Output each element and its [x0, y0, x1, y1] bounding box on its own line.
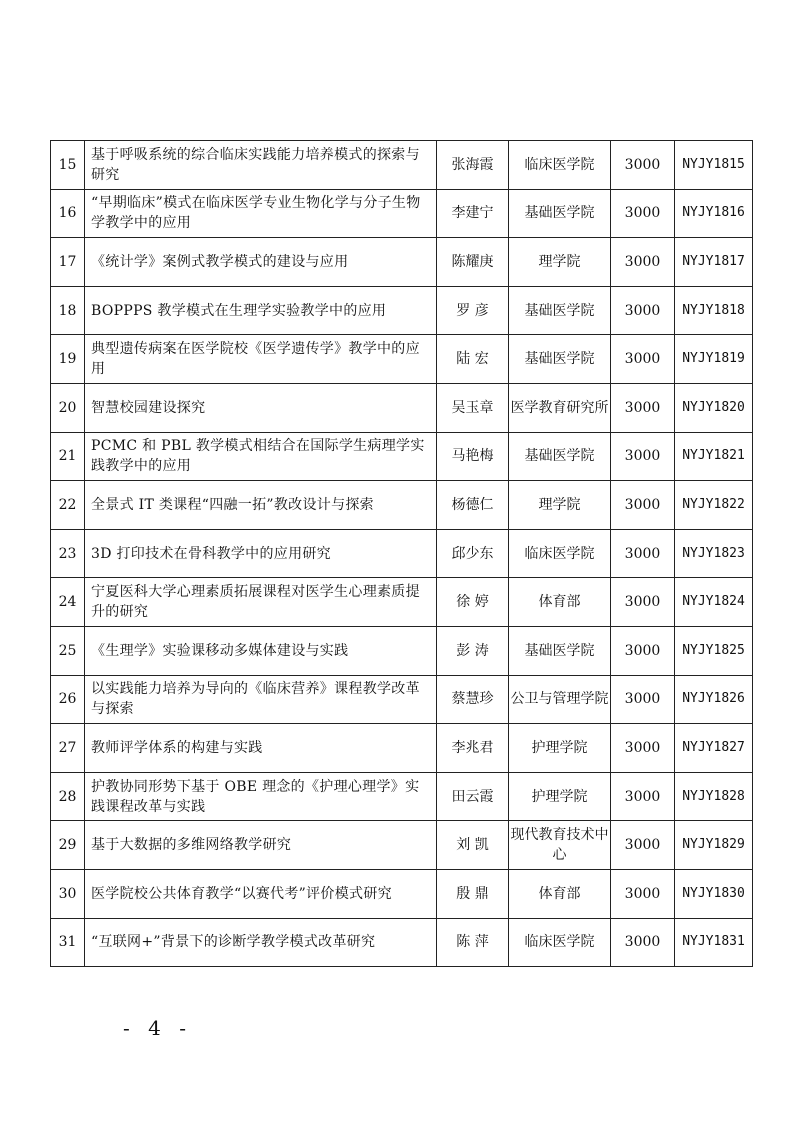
- project-code: NYJY1826: [675, 675, 753, 724]
- project-code: NYJY1819: [675, 335, 753, 384]
- department: 公卫与管理学院: [509, 675, 611, 724]
- project-code: NYJY1821: [675, 432, 753, 481]
- project-title: PCMC 和 PBL 教学模式相结合在国际学生病理学实践教学中的应用: [85, 432, 437, 481]
- project-leader: 马艳梅: [437, 432, 509, 481]
- project-title: 3D 打印技术在骨科教学中的应用研究: [85, 529, 437, 578]
- project-leader: 罗 彦: [437, 286, 509, 335]
- table-row: [51, 724, 753, 773]
- project-leader: 杨德仁: [437, 481, 509, 530]
- row-number: 19: [51, 335, 85, 384]
- project-table: [50, 140, 753, 967]
- row-number: 29: [51, 821, 85, 870]
- project-title: 基于大数据的多维网络教学研究: [85, 821, 437, 870]
- department: 医学教育研究所: [509, 383, 611, 432]
- row-number: 25: [51, 626, 85, 675]
- table-row: [51, 821, 753, 870]
- row-number: 24: [51, 578, 85, 627]
- row-number: 18: [51, 286, 85, 335]
- funding-amount: 3000: [611, 918, 675, 967]
- department: 护理学院: [509, 724, 611, 773]
- table-row: [51, 383, 753, 432]
- project-code: NYJY1824: [675, 578, 753, 627]
- row-number: 26: [51, 675, 85, 724]
- row-number: 21: [51, 432, 85, 481]
- project-code: NYJY1823: [675, 529, 753, 578]
- project-code: NYJY1828: [675, 772, 753, 821]
- department: 体育部: [509, 869, 611, 918]
- project-leader: 张海霞: [437, 141, 509, 190]
- department: 临床医学院: [509, 918, 611, 967]
- funding-amount: 3000: [611, 626, 675, 675]
- project-title: 典型遗传病案在医学院校《医学遗传学》教学中的应用: [85, 335, 437, 384]
- project-leader: 邱少东: [437, 529, 509, 578]
- department: 临床医学院: [509, 529, 611, 578]
- funding-amount: 3000: [611, 238, 675, 287]
- project-leader: 李兆君: [437, 724, 509, 773]
- row-number: 20: [51, 383, 85, 432]
- department: 护理学院: [509, 772, 611, 821]
- table-row: [51, 869, 753, 918]
- page-number: - 4 -: [123, 1016, 192, 1040]
- funding-amount: 3000: [611, 724, 675, 773]
- project-title: “互联网+”背景下的诊断学教学模式改革研究: [85, 918, 437, 967]
- funding-amount: 3000: [611, 869, 675, 918]
- project-leader: 徐 婷: [437, 578, 509, 627]
- department: 基础医学院: [509, 626, 611, 675]
- table-row: [51, 286, 753, 335]
- row-number: 28: [51, 772, 85, 821]
- table-row: [51, 432, 753, 481]
- funding-amount: 3000: [611, 432, 675, 481]
- funding-amount: 3000: [611, 821, 675, 870]
- department: 理学院: [509, 481, 611, 530]
- table-row: [51, 578, 753, 627]
- project-title: 《生理学》实验课移动多媒体建设与实践: [85, 626, 437, 675]
- table-row: [51, 772, 753, 821]
- funding-amount: 3000: [611, 189, 675, 238]
- project-code: NYJY1827: [675, 724, 753, 773]
- project-leader: 蔡慧珍: [437, 675, 509, 724]
- funding-amount: 3000: [611, 335, 675, 384]
- project-code: NYJY1830: [675, 869, 753, 918]
- project-title: 《统计学》案例式教学模式的建设与应用: [85, 238, 437, 287]
- project-table-body: [51, 141, 753, 967]
- project-leader: 刘 凯: [437, 821, 509, 870]
- funding-amount: 3000: [611, 481, 675, 530]
- table-row: [51, 335, 753, 384]
- funding-amount: 3000: [611, 675, 675, 724]
- table-row: [51, 626, 753, 675]
- funding-amount: 3000: [611, 383, 675, 432]
- department: 现代教育技术中心: [509, 821, 611, 870]
- funding-amount: 3000: [611, 578, 675, 627]
- project-title: 智慧校园建设探究: [85, 383, 437, 432]
- project-title: 教师评学体系的构建与实践: [85, 724, 437, 773]
- row-number: 16: [51, 189, 85, 238]
- project-code: NYJY1818: [675, 286, 753, 335]
- funding-amount: 3000: [611, 772, 675, 821]
- department: 体育部: [509, 578, 611, 627]
- table-row: [51, 529, 753, 578]
- project-leader: 田云霞: [437, 772, 509, 821]
- table-row: [51, 238, 753, 287]
- department: 基础医学院: [509, 335, 611, 384]
- project-code: NYJY1815: [675, 141, 753, 190]
- row-number: 27: [51, 724, 85, 773]
- project-title: 以实践能力培养为导向的《临床营养》课程教学改革与探索: [85, 675, 437, 724]
- table-row: [51, 918, 753, 967]
- table-row: [51, 141, 753, 190]
- department: 基础医学院: [509, 189, 611, 238]
- project-leader: 殷 鼎: [437, 869, 509, 918]
- project-code: NYJY1822: [675, 481, 753, 530]
- row-number: 22: [51, 481, 85, 530]
- project-title: “早期临床”模式在临床医学专业生物化学与分子生物学教学中的应用: [85, 189, 437, 238]
- department: 基础医学院: [509, 286, 611, 335]
- project-title: 全景式 IT 类课程“四融一拓”教改设计与探索: [85, 481, 437, 530]
- project-title: BOPPPS 教学模式在生理学实验教学中的应用: [85, 286, 437, 335]
- project-leader: 陈耀庚: [437, 238, 509, 287]
- project-leader: 陆 宏: [437, 335, 509, 384]
- funding-amount: 3000: [611, 141, 675, 190]
- row-number: 23: [51, 529, 85, 578]
- project-leader: 陈 萍: [437, 918, 509, 967]
- table-row: [51, 189, 753, 238]
- project-code: NYJY1831: [675, 918, 753, 967]
- table-row: [51, 675, 753, 724]
- project-code: NYJY1820: [675, 383, 753, 432]
- project-leader: 吴玉章: [437, 383, 509, 432]
- department: 基础医学院: [509, 432, 611, 481]
- project-leader: 彭 涛: [437, 626, 509, 675]
- project-title: 护教协同形势下基于 OBE 理念的《护理心理学》实践课程改革与实践: [85, 772, 437, 821]
- department: 理学院: [509, 238, 611, 287]
- row-number: 17: [51, 238, 85, 287]
- table-row: [51, 481, 753, 530]
- project-code: NYJY1816: [675, 189, 753, 238]
- project-code: NYJY1829: [675, 821, 753, 870]
- funding-amount: 3000: [611, 286, 675, 335]
- department: 临床医学院: [509, 141, 611, 190]
- row-number: 30: [51, 869, 85, 918]
- project-title: 基于呼吸系统的综合临床实践能力培养模式的探索与研究: [85, 141, 437, 190]
- row-number: 15: [51, 141, 85, 190]
- funding-amount: 3000: [611, 529, 675, 578]
- row-number: 31: [51, 918, 85, 967]
- project-title: 医学院校公共体育教学“以赛代考”评价模式研究: [85, 869, 437, 918]
- project-code: NYJY1817: [675, 238, 753, 287]
- project-leader: 李建宁: [437, 189, 509, 238]
- project-code: NYJY1825: [675, 626, 753, 675]
- project-title: 宁夏医科大学心理素质拓展课程对医学生心理素质提升的研究: [85, 578, 437, 627]
